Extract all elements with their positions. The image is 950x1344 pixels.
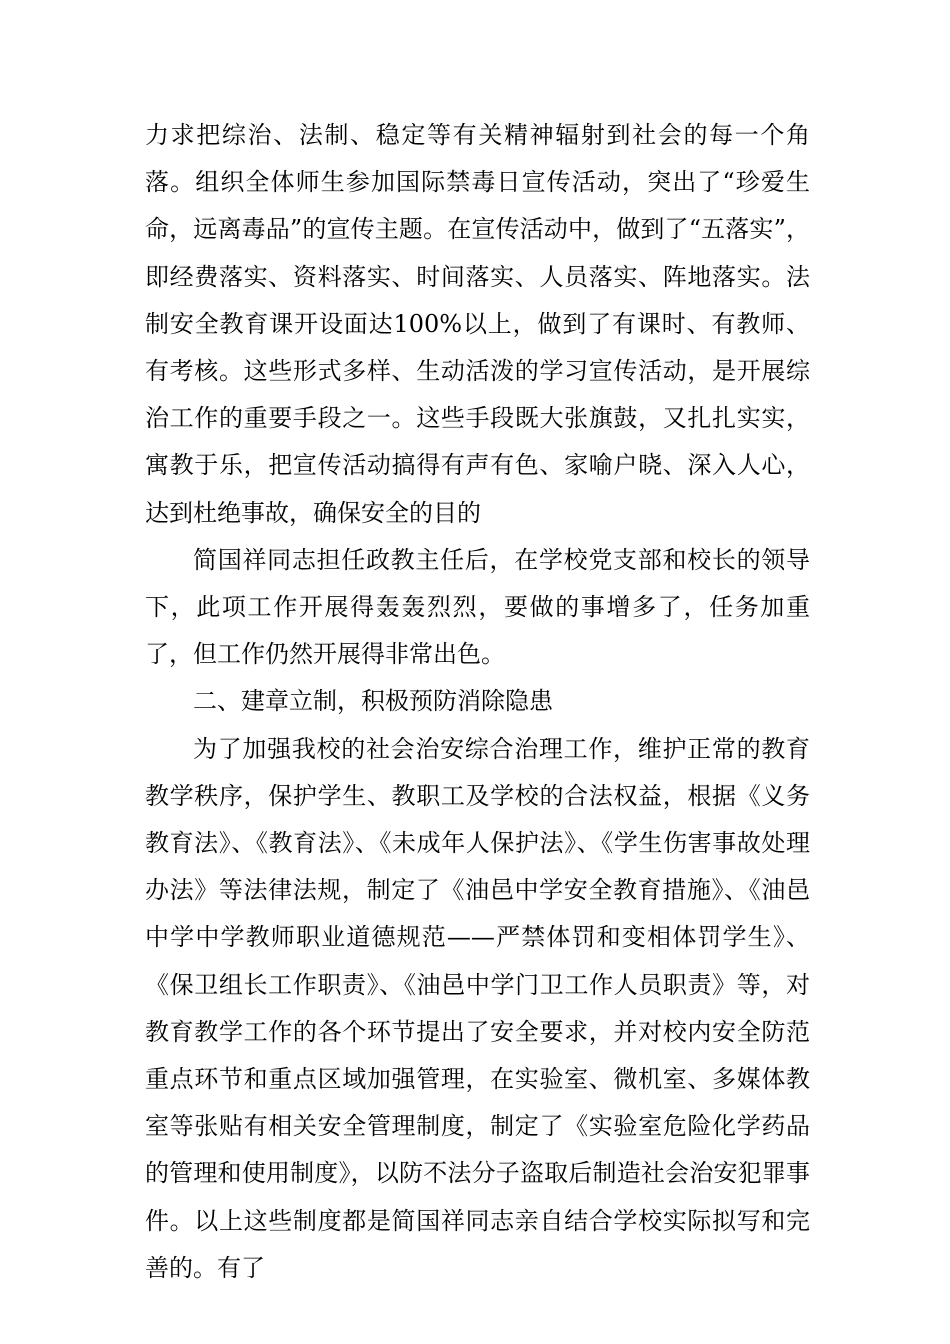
- paragraph-director: 简国祥同志担任政教主任后，在学校党支部和校长的领导下，此项工作开展得轰轰烈烈，要做的事增多了，任务加重了，但工作仍然开展得非常出色。: [145, 545, 810, 669]
- paragraph-regulations: 为了加强我校的社会治安综合治理工作，维护正常的教育教学秩序，保护学生、教职工及学校的合法权益，根据《义务教育法》、《教育法》、《未成年人保护法》、《学生伤害事故处理办法》等法律法规，制定了《油邑中学安全教育措施》、《油邑中学中学教师职业道德规范——严禁体罚和变相体罚学生》、《保卫组长工作职责》、《油邑中学门卫工作人员职责》等，对教育教学工作的各个环节提出了安全要求，并对校内安全防范重点环节和重点区域加强管理，在实验室、微机室、多媒体教室等张贴有相关安全管理制度，制定了《实验室危险化学药品的管理和使用制度》，以防不法分子盗取后制造社会治安犯罪事件。以上这些制度都是简国祥同志亲自结合学校实际拟写和完善的。有了: [145, 734, 810, 1282]
- section-heading: 二、建章立制，积极预防消除隐患: [193, 687, 553, 716]
- document-body: [145, 112, 810, 1292]
- paragraph-continuation: 力求把综治、法制、稳定等有关精神辐射到社会的每一个角落。组织全体师生参加国际禁毒日宣传活动，突出了“珍爱生命，远离毒品”的宣传主题。在宣传活动中，做到了“五落实”，即经费落实、资料落实、时间落实、人员落实、阵地落实。法制安全教育课开设面达100%以上，做到了有课时、有教师、有考核。这些形式多样、生动活泼的学习宣传活动，是开展综治工作的重要手段之一。这些手段既大张旗鼓，又扎扎实实，寓教于乐，把宣传活动搞得有声有色、家喻户晓、深入人心，达到杜绝事故，确保安全的目的: [145, 121, 810, 527]
